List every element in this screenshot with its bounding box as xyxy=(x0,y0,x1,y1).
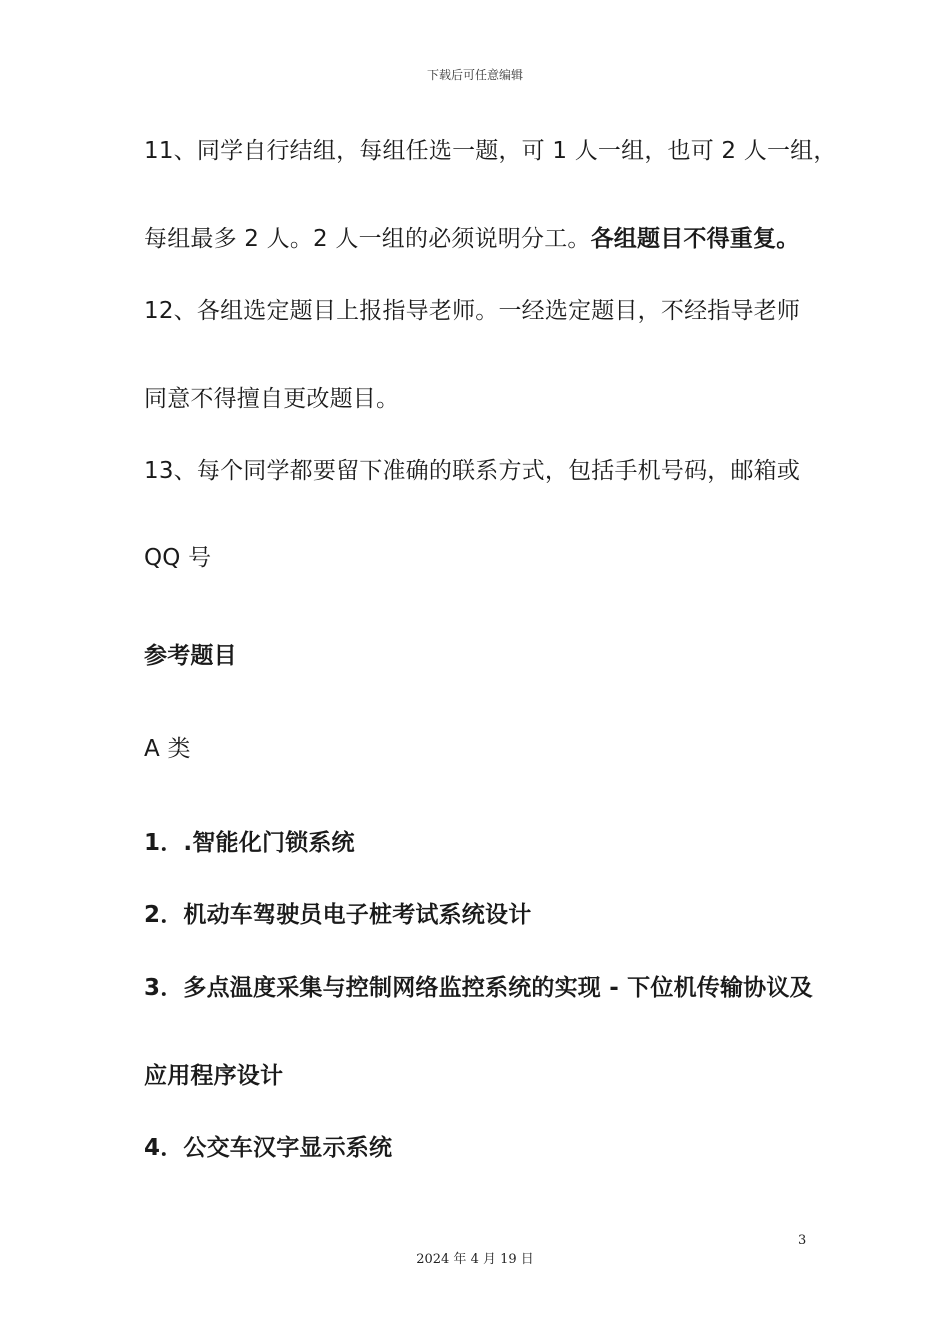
footer-date: 2024 年 4 月 19 日 xyxy=(416,1252,534,1267)
paragraph-12-line-1: 12、各组选定题目上报指导老师。一经选定题目，不经指导老师 xyxy=(144,298,801,324)
topic-item-3-line-1: 3．多点温度采集与控制网络监控系统的实现 - 下位机传输协议及 xyxy=(144,975,813,1001)
page-number: 3 xyxy=(798,1233,807,1248)
paragraph-11-emphasis: 各组题目不得重复。 xyxy=(590,226,800,252)
topic-item-2: 2．机动车驾驶员电子桩考试系统设计 xyxy=(144,902,532,928)
paragraph-11-line-1: 11、同学自行结组，每组任选一题，可 1 人一组，也可 2 人一组， xyxy=(144,138,837,164)
paragraph-11-line-2 xyxy=(144,224,799,254)
topic-item-4: 4．公交车汉字显示系统 xyxy=(144,1135,393,1161)
section-title: 参考题目 xyxy=(144,643,237,669)
topic-item-3-line-2: 应用程序设计 xyxy=(144,1063,284,1089)
category-heading: A 类 xyxy=(144,736,191,762)
paragraph-11-text: 每组最多 2 人。2 人一组的必须说明分工。 xyxy=(144,226,591,252)
page-header: 下载后可任意编辑 xyxy=(426,68,523,82)
paragraph-12-line-2: 同意不得擅自更改题目。 xyxy=(144,386,400,412)
paragraph-13-line-1: 13、每个同学都要留下准确的联系方式，包括手机号码，邮箱或 xyxy=(144,458,801,484)
topic-item-1: 1．.智能化门锁系统 xyxy=(144,830,355,856)
paragraph-13-line-2: QQ 号 xyxy=(144,545,212,571)
